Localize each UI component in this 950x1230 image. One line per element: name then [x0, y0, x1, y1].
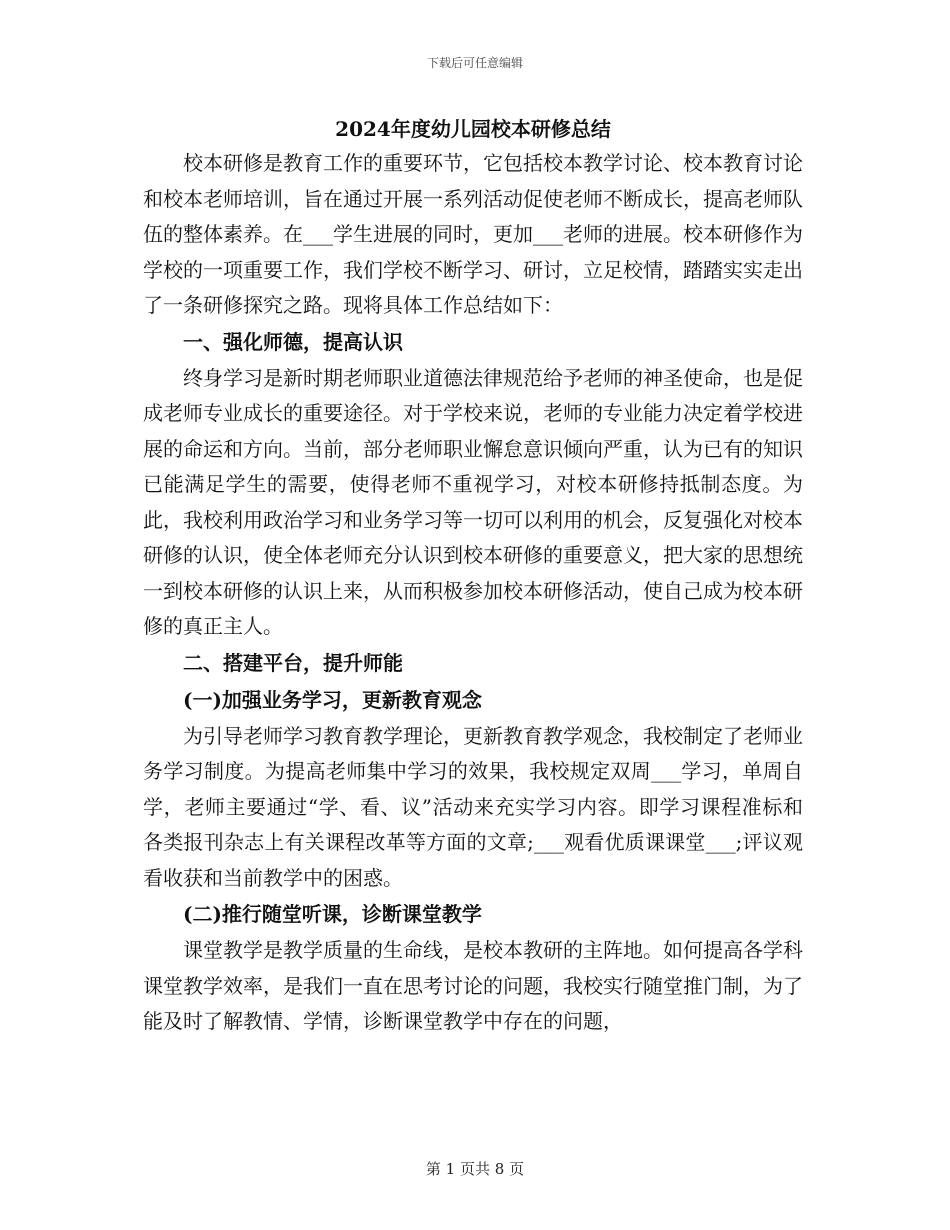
subsection-heading-2-2: (二)推行随堂听课，诊断课堂教学: [183, 902, 482, 926]
document-body: [143, 112, 803, 1040]
document-title: 2024年度幼儿园校本研修总结: [335, 117, 611, 141]
page-header-note: 下载后可任意编辑: [426, 56, 523, 70]
paragraph-subsection-2-1: 为引导老师学习教育教学理论，更新教育教学观念，我校制定了老师业务学习制度。为提高老师集中学习的效果，我校规定双周___学习，单周自学，老师主要通过“学、看、议”活动来充实学习内容。即学习课程准标和各类报刊杂志上有关课程改革等方面的文章;___观看优质课课堂___;评议观看收获和当前教学中的困惑。: [143, 723, 803, 890]
page-number-footer: 第 1 页共 8 页: [425, 1160, 525, 1178]
section-heading-2: 二、搭建平台，提升师能: [183, 650, 403, 675]
paragraph-intro: 校本研修是教育工作的重要环节，它包括校本教学讨论、校本教育讨论和校本老师培训，旨在通过开展一系列活动促使老师不断成长，提高老师队伍的整体素养。在___学生进展的同时，更加___老师的进展。校本研修作为学校的一项重要工作，我们学校不断学习、研讨，立足校情，踏踏实实走出了一条研修探究之路。现将具体工作总结如下：: [143, 151, 803, 317]
section-heading-1: 一、强化师德，提高认识: [183, 329, 403, 354]
subsection-heading-2-1: (一)加强业务学习，更新教育观念: [183, 687, 482, 712]
paragraph-section-1: 终身学习是新时期老师职业道德法律规范给予老师的神圣使命，也是促成老师专业成长的重要途径。对于学校来说，老师的专业能力决定着学校进展的命运和方向。当前，部分老师职业懈怠意识倾向严重，认为已有的知识已能满足学生的需要，使得老师不重视学习，对校本研修持抵制态度。为此，我校利用政治学习和业务学习等一切可以利用的机会，反复强化对校本研修的认识，使全体老师充分认识到校本研修的重要意义，把大家的思想统一到校本研修的认识上来，从而积极参加校本研修活动，使自己成为校本研修的真正主人。: [143, 365, 803, 638]
paragraph-subsection-2-2: 课堂教学是教学质量的生命线，是校本教研的主阵地。如何提高各学科课堂教学效率，是我们一直在思考讨论的问题，我校实行随堂推门制，为了能及时了解教情、学情，诊断课堂教学中存在的问题，: [143, 938, 803, 1033]
